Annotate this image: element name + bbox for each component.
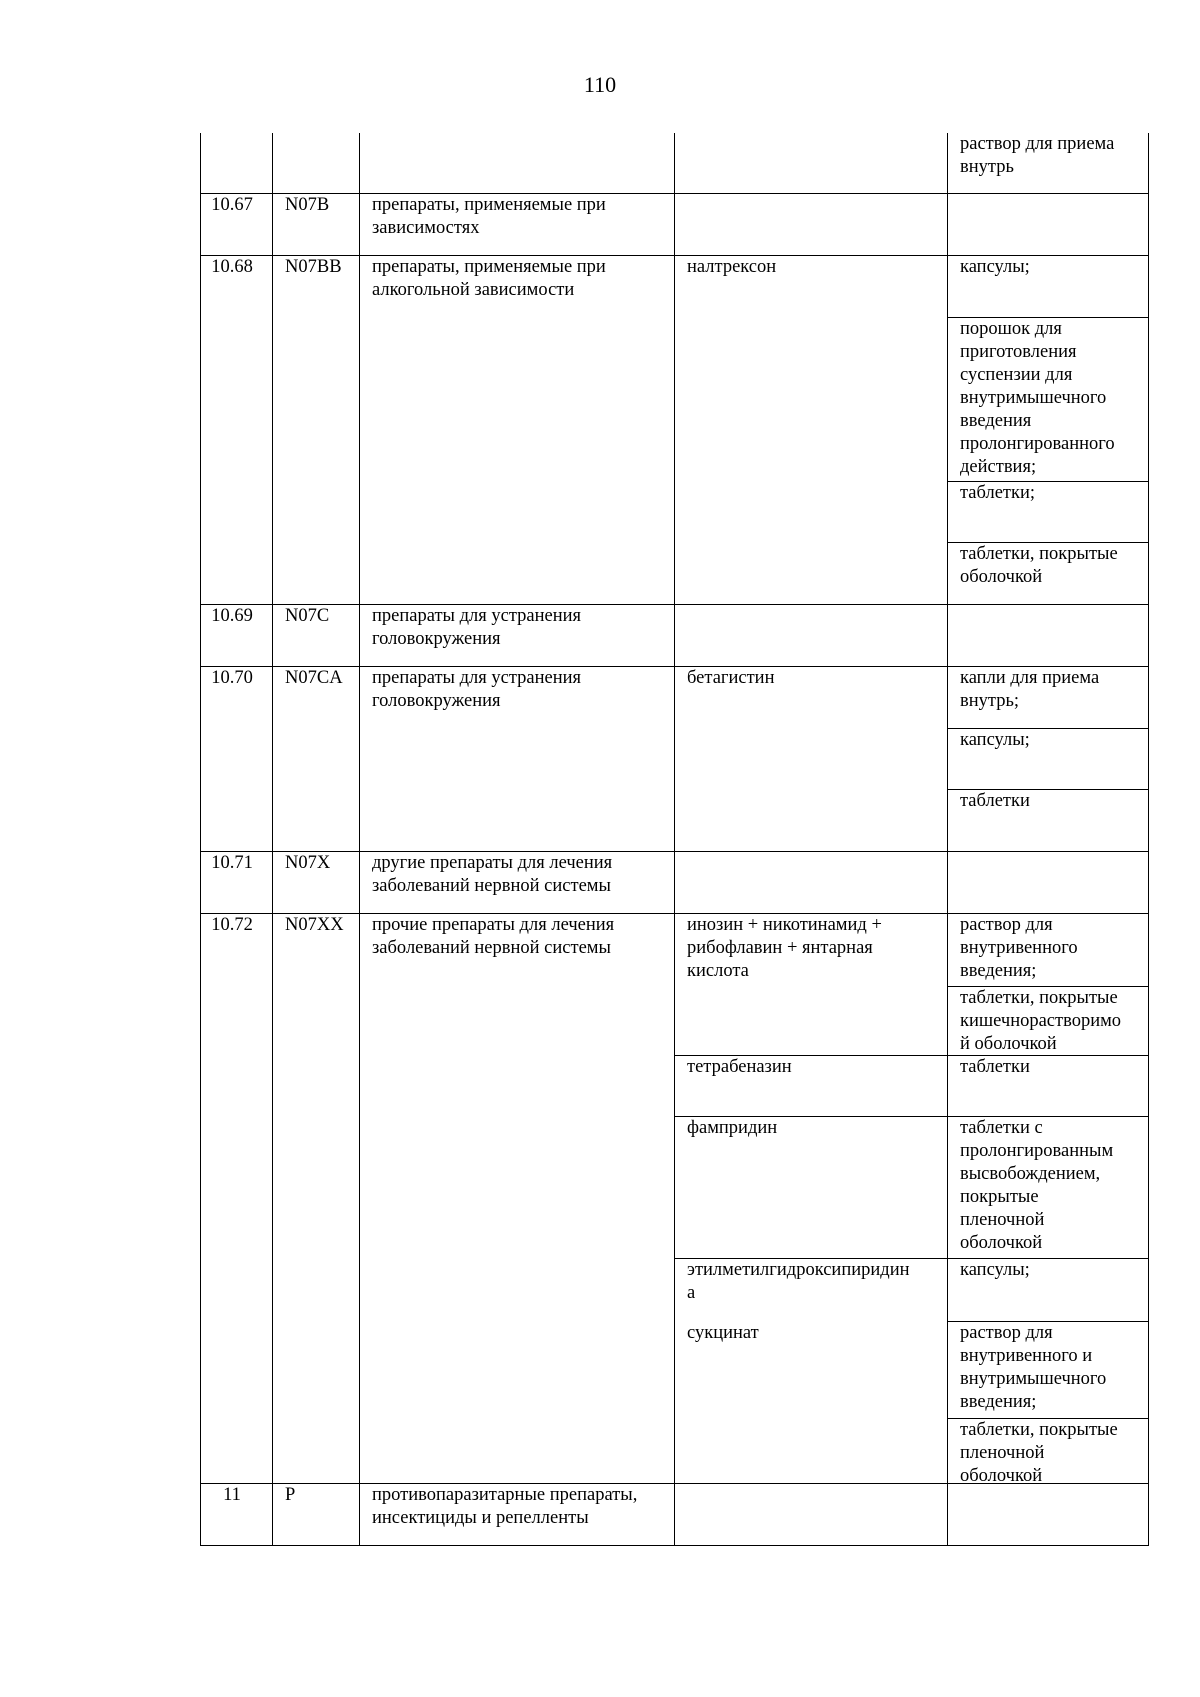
atc-code: N07B xyxy=(285,195,330,215)
table-border-left xyxy=(200,133,201,1546)
column-divider xyxy=(272,133,273,1546)
drug-name: тетрабеназин xyxy=(687,1057,792,1077)
atc-code: N07C xyxy=(285,606,330,626)
atc-code: P xyxy=(285,1485,296,1505)
dosage-form: капли для приема внутрь; xyxy=(960,668,1100,711)
drug-name: фампридин xyxy=(687,1118,778,1138)
row-number: 11 xyxy=(223,1485,241,1505)
page-number: 110 xyxy=(583,72,617,97)
atc-group-name: препараты, применяемые при зависимостях xyxy=(372,195,606,238)
column-divider xyxy=(359,133,360,1546)
drug-name: сукцинат xyxy=(687,1323,759,1343)
row-divider xyxy=(200,851,1149,852)
column-divider xyxy=(674,133,675,1546)
row-number: 10.68 xyxy=(211,257,253,277)
dosage-form: таблетки xyxy=(960,1057,1030,1077)
atc-group-name: прочие препараты для лечения заболеваний нервной системы xyxy=(372,915,615,958)
dosage-form: капсулы; xyxy=(960,257,1030,277)
atc-group-name: препараты для устранения головокружения xyxy=(372,606,582,649)
drug-name: инозин + никотинамид + рибофлавин + янтарная кислота xyxy=(687,915,882,981)
atc-group-name: противопаразитарные препараты, инсектициды и репелленты xyxy=(372,1485,638,1528)
drug-name: налтрексон xyxy=(687,257,777,277)
atc-code: N07BB xyxy=(285,257,342,277)
dosage-form: таблетки; xyxy=(960,483,1036,503)
row-number: 10.69 xyxy=(211,606,253,626)
dosage-form: раствор для внутривенного и внутримышечного введения; xyxy=(960,1323,1107,1412)
dosage-form: раствор для приема внутрь xyxy=(960,134,1115,177)
atc-code: N07X xyxy=(285,853,331,873)
dosage-form: таблетки с пролонгированным высвобождением, покрытые пленочной оболочкой xyxy=(960,1118,1114,1253)
dosage-form: таблетки, покрытые кишечнорастворимо й оболочкой xyxy=(960,988,1122,1054)
row-divider xyxy=(200,604,1149,605)
row-number: 10.70 xyxy=(211,668,253,688)
drug-name: бетагистин xyxy=(687,668,775,688)
drug-name: этилметилгидроксипиридин а xyxy=(687,1260,910,1303)
table-border-right xyxy=(1148,133,1149,1546)
dosage-form: раствор для внутривенного введения; xyxy=(960,915,1078,981)
row-number: 10.67 xyxy=(211,195,253,215)
column-divider xyxy=(947,133,948,1546)
dosage-form: таблетки, покрытые пленочной оболочкой xyxy=(960,1420,1118,1486)
dosage-form: порошок для приготовления суспензии для внутримышечного введения пролонгированного действия; xyxy=(960,319,1115,477)
dosage-form: таблетки xyxy=(960,791,1030,811)
atc-code: N07XX xyxy=(285,915,344,935)
row-number: 10.71 xyxy=(211,853,253,873)
row-divider xyxy=(200,193,1149,194)
dosage-form: капсулы; xyxy=(960,730,1030,750)
atc-group-name: препараты, применяемые при алкогольной зависимости xyxy=(372,257,606,300)
dosage-form: капсулы; xyxy=(960,1260,1030,1280)
row-number: 10.72 xyxy=(211,915,253,935)
dosage-form: таблетки, покрытые оболочкой xyxy=(960,544,1118,587)
table-border-bottom xyxy=(200,1545,1149,1546)
atc-group-name: другие препараты для лечения заболеваний нервной системы xyxy=(372,853,613,896)
atc-group-name: препараты для устранения головокружения xyxy=(372,668,582,711)
atc-code: N07CA xyxy=(285,668,343,688)
